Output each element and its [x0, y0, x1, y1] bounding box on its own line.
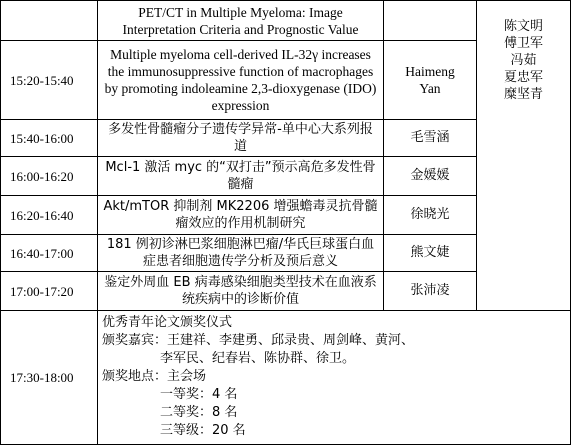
time-slot: 15:20-15:40	[10, 72, 74, 88]
time-slot: 16:00-16:20	[10, 168, 74, 184]
speaker-name: 金媛媛	[410, 168, 450, 184]
talk-title: PET/CT in Multiple Myeloma: Image Interpretation Criteria and Prognostic Value	[122, 4, 359, 37]
third-prize: 三等级：20 名	[160, 423, 246, 438]
award-place-line	[102, 368, 472, 386]
speaker-name: Haimeng Yan	[405, 64, 455, 96]
talk-title: 鉴定外周血 EB 病毒感染细胞类型技术在血液系统疾病中的诊断价值	[104, 274, 377, 307]
speaker-name: 徐晓光	[410, 207, 450, 223]
talk-title: 181 例初诊淋巴浆细胞淋巴瘤/华氏巨球蛋白血症患者细胞遗传学分析及预后意义	[106, 236, 375, 269]
speaker-name: 张沛凌	[410, 283, 450, 299]
speaker-name: 毛雪涵	[410, 130, 450, 146]
award-place: 主会场	[167, 369, 207, 384]
time-slot: 17:30-18:00	[10, 370, 74, 385]
talk-title: 多发性骨髓瘤分子遗传学异常-单中心大系列报道	[108, 121, 373, 154]
first-prize: 一等奖：4 名	[160, 387, 238, 402]
award-guests: 王建祥、李建勇、邱录贵、周剑峰、黄河、	[167, 333, 415, 348]
chair-name: 陈文明	[503, 19, 543, 34]
time-slot: 16:20-16:40	[10, 207, 74, 223]
second-prize: 二等奖：8 名	[160, 405, 238, 420]
award-guests-continued: 李军民、纪春岩、陈协群、徐卫。	[160, 351, 356, 366]
award-heading: 优秀青年论文颁奖仪式	[102, 315, 233, 330]
time-slot: 15:40-16:00	[10, 130, 74, 146]
time-slot: 17:00-17:20	[10, 283, 74, 299]
chair-name: 夏忠军	[503, 70, 543, 85]
award-ceremony	[102, 314, 472, 440]
chair-name: 冯茹	[510, 53, 537, 68]
chair-name: 傅卫军	[503, 36, 543, 51]
award-place-label: 颁奖地点：	[102, 369, 168, 384]
time-slot: 16:40-17:00	[10, 245, 74, 261]
speaker-name: 熊文婕	[410, 245, 450, 261]
award-guests-line	[102, 332, 472, 350]
talk-title: Mcl-1 激活 myc 的“双打击”预示高危多发性骨髓瘤	[105, 159, 376, 192]
chair-name: 糜坚青	[503, 87, 543, 102]
session-chairs	[477, 1, 570, 120]
talk-title: Multiple myeloma cell-derived IL-32γ increases the immunosuppressive function of macrophages by promoting indoleamine 2,3-dioxygenase (IDO) expression	[104, 47, 377, 113]
talk-title: Akt/mTOR 抑制剂 MK2206 增强蟾毒灵抗骨髓瘤效应的作用机制研究	[103, 198, 378, 231]
award-guests-label: 颁奖嘉宾：	[102, 333, 168, 348]
